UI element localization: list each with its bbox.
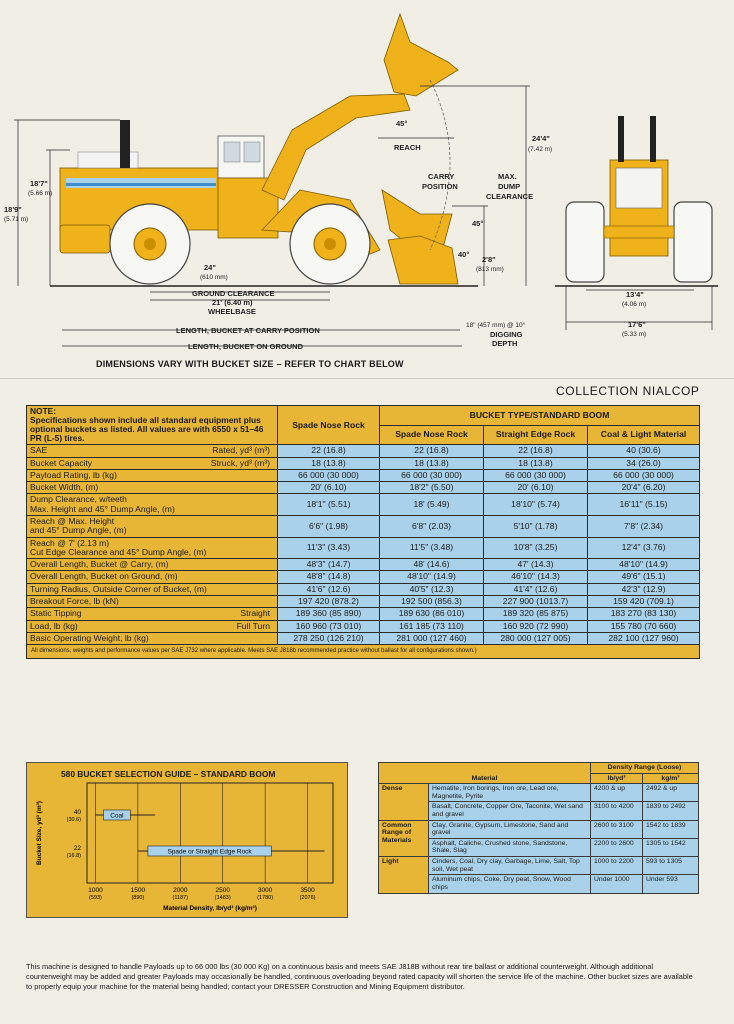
ground-clearance-label: GROUND CLEARANCE xyxy=(192,289,275,298)
spec-col-2: Straight Edge Rock xyxy=(484,425,588,445)
spec-cell: 18'2" (5.50) xyxy=(380,482,484,494)
spec-row xyxy=(27,595,700,607)
spec-cell: 48' (14.6) xyxy=(380,559,484,571)
density-kg: Under 593 xyxy=(643,875,699,893)
spec-row-label xyxy=(27,608,278,620)
spec-row-label xyxy=(27,537,278,559)
lift-height-m: (7.42 m) xyxy=(528,146,553,153)
spec-row-label-text: Static Tipping xyxy=(30,608,82,619)
spec-row xyxy=(27,632,700,644)
spec-row-sublabel xyxy=(270,517,274,536)
carry-position-label-2: POSITION xyxy=(422,182,458,191)
density-unit-kg: kg/m³ xyxy=(643,773,699,784)
spec-cell: 160 920 (72 990) xyxy=(484,620,588,632)
bucket-height-mm: (813 mm) xyxy=(476,266,504,273)
tread-width-m: (4.06 m) xyxy=(622,301,647,308)
spec-cell: 46'10" (14.3) xyxy=(484,571,588,583)
spec-row xyxy=(27,457,700,469)
height-cab-m: (5.66 m) xyxy=(28,190,53,197)
density-unit-lb: lb/yd³ xyxy=(591,773,643,784)
spec-row-label-text: Dump Clearance, w/teeth Max. Height and 45° Dump Angle, (m) xyxy=(30,494,175,514)
spec-cell: 49'6" (15.1) xyxy=(588,571,700,583)
loader-dimension-drawing xyxy=(0,0,734,380)
guide-title: 580 BUCKET SELECTION GUIDE – STANDARD BOOM xyxy=(61,769,276,779)
angle-mid-label: 45° xyxy=(472,219,484,228)
spec-cell: 18'10" (5.74) xyxy=(484,494,588,516)
spec-row-label-text: Overall Length, Bucket @ Carry, (m) xyxy=(30,559,169,570)
overall-width-ft: 17'6" xyxy=(628,320,646,329)
density-material: Clay, Granite, Gypsum, Limestone, Sand and gravel xyxy=(429,820,591,838)
spec-cell: 18 (13.8) xyxy=(278,457,380,469)
guide-y-tick: 40 xyxy=(73,809,81,816)
spec-cell: 10'8" (3.25) xyxy=(484,537,588,559)
spec-row xyxy=(27,583,700,595)
density-table-body xyxy=(379,784,699,893)
overall-width-m: (5.33 m) xyxy=(622,331,647,338)
spec-cell: 48'10" (14.9) xyxy=(588,559,700,571)
guide-chart xyxy=(27,763,347,917)
density-kg: 1839 to 2492 xyxy=(643,802,699,820)
spec-row xyxy=(27,469,700,481)
spec-row xyxy=(27,571,700,583)
density-row xyxy=(379,857,699,875)
density-material: Hematite, Iron borings, Iron ore, Lead ore, Magnetite, Pyrite xyxy=(429,784,591,802)
spec-row-sublabel xyxy=(270,560,274,569)
spec-row-label-text: Reach @ Max. Height and 45° Dump Angle, (m) xyxy=(30,516,127,536)
density-lb: Under 1000 xyxy=(591,875,643,893)
guide-y-tick-metric: (16.8) xyxy=(66,853,81,859)
spec-cell: 22 (16.8) xyxy=(380,445,484,457)
clearance-in: 24" xyxy=(204,263,216,272)
wheelbase-value: 21' (6.40 m) xyxy=(212,298,253,307)
length-ground-label: LENGTH, BUCKET ON GROUND xyxy=(188,342,303,351)
spec-row-sublabel: Straight xyxy=(240,608,270,619)
density-material: Asphalt, Caliche, Crushed stone, Sandstone, Shale, Slag xyxy=(429,838,591,856)
spec-row xyxy=(27,620,700,632)
spec-cell: 16'11" (5.15) xyxy=(588,494,700,516)
height-cab-ft: 18'7" xyxy=(30,179,48,188)
spec-col-1: Spade Nose Rock xyxy=(380,425,484,445)
density-lb: 3100 to 4200 xyxy=(591,802,643,820)
spec-cell: 192 500 (856.3) xyxy=(380,595,484,607)
density-material: Basalt, Concrete, Copper Ore, Taconite, Wet sand and gravel xyxy=(429,802,591,820)
density-kg: 2492 & up xyxy=(643,784,699,802)
guide-bar-label: Coal xyxy=(110,812,124,820)
spec-row-label-text: Reach @ 7' (2.13 m) Cut Edge Clearance and 45° Dump Angle, (m) xyxy=(30,537,207,557)
spec-row-sublabel: Full Turn xyxy=(236,620,270,631)
spec-cell: 280 000 (127 005) xyxy=(484,632,588,644)
density-material: Cinders, Coal, Dry clay, Garbage, Lime, Salt, Top soil, Wet peat xyxy=(429,857,591,875)
density-material: Aluminum chips, Coke, Dry peat, Snow, Wood chips xyxy=(429,875,591,893)
spec-row-label xyxy=(27,469,278,481)
spec-cell: 22 (16.8) xyxy=(278,445,380,457)
spec-table-body xyxy=(27,445,700,645)
spec-row-label-text: Bucket Width, (m) xyxy=(30,482,99,493)
spec-row-label-text: Breakout Force, lb (kN) xyxy=(30,595,119,606)
spec-row-sublabel xyxy=(270,471,274,480)
spec-cell: 183 270 (83 130) xyxy=(588,608,700,620)
spec-cell: 20'4" (6.20) xyxy=(588,482,700,494)
spec-row-sublabel xyxy=(270,597,274,606)
spec-cell: 155 780 (70 660) xyxy=(588,620,700,632)
spec-cell: 11'3" (3.43) xyxy=(278,537,380,559)
carry-position-label-1: CARRY xyxy=(428,172,455,181)
max-dump-label-2: DUMP xyxy=(498,182,521,191)
guide-x-tick-metric: (593) xyxy=(89,895,102,901)
height-overall-m: (5.71 m) xyxy=(4,216,29,223)
density-lb: 1000 to 2200 xyxy=(591,857,643,875)
spec-row-label-text: Payload Rating, lb (kg) xyxy=(30,469,117,480)
density-category: Common Range of Materials xyxy=(379,820,429,856)
spec-cell: 66 000 (30 000) xyxy=(588,469,700,481)
spec-cell: 161 185 (73 110) xyxy=(380,620,484,632)
spec-cell: 6'8" (2.03) xyxy=(380,516,484,538)
disclaimer-text: This machine is designed to handle Payloads up to 66 000 lbs (30 000 Kg) on a continuous basis and meets SAE J818B without rear tire ballast or additional counterweight. Although additional counterweight may be added and greater Payloads may occasionally be handled, continuous overloading beyond rated capacity will shorten the service life of the machine. Other bucket sizes are available to properly equip your machine for the material being handled; contact your DRESSER Construction and Mining Equipment distributor. xyxy=(26,962,693,991)
spec-cell: 282 100 (127 960) xyxy=(588,632,700,644)
angle-top-label: 45° xyxy=(396,119,408,128)
guide-x-tick: 1000 xyxy=(88,887,103,894)
bucket-selection-guide xyxy=(26,762,348,918)
spec-cell: 197 420 (878.2) xyxy=(278,595,380,607)
reach-label: REACH xyxy=(394,143,421,152)
spec-row xyxy=(27,494,700,516)
angle-low-label: 40° xyxy=(458,250,470,259)
spec-cell: 47' (14.3) xyxy=(484,559,588,571)
spec-cell: 18' (5.49) xyxy=(380,494,484,516)
length-carry-label: LENGTH, BUCKET AT CARRY POSITION xyxy=(176,326,320,335)
spec-cell: 189 320 (85 875) xyxy=(484,608,588,620)
spec-cell: 159 420 (709.1) xyxy=(588,595,700,607)
digging-depth-value: 18" (457 mm) @ 10° xyxy=(466,322,526,329)
max-dump-label-1: MAX. xyxy=(498,172,517,181)
spec-cell: 42'3" (12.9) xyxy=(588,583,700,595)
spec-row xyxy=(27,559,700,571)
spec-row-label xyxy=(27,482,278,494)
spec-row-sublabel: Struck, yd³ (m³) xyxy=(210,457,270,468)
spec-row-label xyxy=(27,595,278,607)
spec-note xyxy=(27,406,278,445)
collection-label: COLLECTION NIALCOP xyxy=(556,384,700,398)
spec-row-label xyxy=(27,571,278,583)
density-kg: 1305 to 1542 xyxy=(643,838,699,856)
spec-row-sublabel xyxy=(270,483,274,492)
spec-cell: 5'10" (1.78) xyxy=(484,516,588,538)
spec-cell: 48'10" (14.9) xyxy=(380,571,484,583)
guide-x-tick-metric: (2076) xyxy=(299,895,316,901)
guide-x-tick: 2000 xyxy=(173,887,188,894)
guide-y-axis-label: Bucket Size, yd³ (m³) xyxy=(36,801,43,865)
material-density-table xyxy=(378,762,699,894)
spec-row-label xyxy=(27,457,278,469)
density-lb: 4200 & up xyxy=(591,784,643,802)
spec-cell: 160 960 (73 010) xyxy=(278,620,380,632)
spec-row xyxy=(27,516,700,538)
spec-cell: 12'4" (3.76) xyxy=(588,537,700,559)
spec-cell: 189 360 (85 890) xyxy=(278,608,380,620)
spec-row-label xyxy=(27,516,278,538)
density-lb: 2200 to 2600 xyxy=(591,838,643,856)
guide-y-tick-metric: (30.6) xyxy=(66,817,81,823)
digging-depth-label-2: DEPTH xyxy=(492,339,518,348)
guide-y-tick: 22 xyxy=(73,845,81,852)
wheelbase-label: WHEELBASE xyxy=(208,307,256,316)
spec-cell: 11'5" (3.48) xyxy=(380,537,484,559)
spec-row-label xyxy=(27,632,278,644)
spec-cell: 40'5" (12.3) xyxy=(380,583,484,595)
spec-cell: 7'8" (2.34) xyxy=(588,516,700,538)
density-range-header: Density Range (Loose) xyxy=(591,763,699,774)
spec-row xyxy=(27,482,700,494)
spec-cell: 48'8" (14.8) xyxy=(278,571,380,583)
height-overall-ft: 18'9" xyxy=(4,205,22,214)
spec-cell: 34 (26.0) xyxy=(588,457,700,469)
spec-cell: 48'3" (14.7) xyxy=(278,559,380,571)
guide-x-tick: 3000 xyxy=(257,887,273,894)
spec-cell: 40 (30.6) xyxy=(588,445,700,457)
spec-cell: 66 000 (30 000) xyxy=(278,469,380,481)
spec-cell: 41'4" (12.6) xyxy=(484,583,588,595)
spec-row-sublabel xyxy=(270,495,274,514)
spec-cell: 189 630 (86 010) xyxy=(380,608,484,620)
loader-front-view xyxy=(566,116,712,282)
density-material-header: Material xyxy=(379,763,591,784)
spec-note-title: NOTE: xyxy=(30,406,57,416)
density-row xyxy=(379,820,699,838)
density-kg: 593 to 1305 xyxy=(643,857,699,875)
spec-row-label-text: Bucket Capacity xyxy=(30,457,93,468)
spec-footnote: All dimensions, weights and performance values per SAE J732 where applicable. Meets SAE J818b recommended practice without ballast for all configurations shown.) xyxy=(27,645,700,658)
spec-col-0: Spade Nose Rock xyxy=(278,406,380,445)
spec-row-label-text: Load, lb (kg) xyxy=(30,620,78,631)
spec-row-label-text: SAE xyxy=(30,445,48,456)
spec-row xyxy=(27,445,700,457)
spec-cell: 278 250 (126 210) xyxy=(278,632,380,644)
spec-table xyxy=(26,405,700,659)
spec-row-sublabel xyxy=(270,572,274,581)
clearance-mm: (610 mm) xyxy=(200,274,228,281)
spec-row-label-text: Overall Length, Bucket on Ground, (m) xyxy=(30,571,178,582)
section-divider xyxy=(0,378,734,379)
bucket-height-ft: 2'8" xyxy=(482,255,496,264)
guide-x-axis-label: Material Density, lb/yd³ (kg/m³) xyxy=(163,905,257,912)
spec-row-label xyxy=(27,559,278,571)
spec-note-text: Specifications shown include all standard equipment plus optional buckets as listed. All values are with 6550 x 51–46 PR (L-5) tires. xyxy=(30,415,264,444)
guide-bar-label: Spade or Straight Edge Rock xyxy=(167,848,252,856)
drawing-caption: DIMENSIONS VARY WITH BUCKET SIZE – REFER TO CHART BELOW xyxy=(96,359,404,369)
guide-x-tick: 2500 xyxy=(215,887,230,894)
spec-cell: 22 (16.8) xyxy=(484,445,588,457)
spec-cell: 18'1" (5.51) xyxy=(278,494,380,516)
spec-cell: 41'6" (12.6) xyxy=(278,583,380,595)
spec-cell: 20' (6.10) xyxy=(484,482,588,494)
density-row xyxy=(379,784,699,802)
spec-cell: 66 000 (30 000) xyxy=(380,469,484,481)
spec-cell: 18 (13.8) xyxy=(380,457,484,469)
spec-cell: 281 000 (127 460) xyxy=(380,632,484,644)
guide-x-tick-metric: (1780) xyxy=(257,895,274,901)
guide-x-tick-metric: (1187) xyxy=(172,895,189,901)
spec-row-label-text: Basic Operating Weight, lb (kg) xyxy=(30,632,149,643)
spec-cell: 6'6" (1.98) xyxy=(278,516,380,538)
spec-row-label xyxy=(27,445,278,457)
spec-col-3: Coal & Light Material xyxy=(588,425,700,445)
spec-row-sublabel: Rated, yd³ (m³) xyxy=(212,445,270,456)
tread-width-ft: 13'4" xyxy=(626,290,644,299)
density-kg: 1542 to 1839 xyxy=(643,820,699,838)
spec-row xyxy=(27,608,700,620)
spec-row-sublabel xyxy=(270,585,274,594)
spec-cell: 66 000 (30 000) xyxy=(484,469,588,481)
digging-depth-label-1: DIGGING xyxy=(490,330,523,339)
spec-row-label xyxy=(27,583,278,595)
guide-x-tick: 1500 xyxy=(130,887,146,894)
spec-row-label xyxy=(27,620,278,632)
density-lb: 2600 to 3100 xyxy=(591,820,643,838)
spec-cell: 20' (6.10) xyxy=(278,482,380,494)
density-category: Light xyxy=(379,857,429,893)
spec-row-sublabel xyxy=(270,634,274,643)
lift-height-ft: 24'4" xyxy=(532,134,550,143)
guide-plot-area xyxy=(87,783,333,883)
spec-row-label xyxy=(27,494,278,516)
guide-x-tick: 3500 xyxy=(300,887,315,894)
spec-row-sublabel xyxy=(270,539,274,558)
spec-cell: 227 900 (1013.7) xyxy=(484,595,588,607)
spec-row-label-text: Turning Radius, Outside Corner of Bucket, (m) xyxy=(30,583,207,594)
spec-cell: 18 (13.8) xyxy=(484,457,588,469)
spec-group-header: BUCKET TYPE/STANDARD BOOM xyxy=(380,406,700,426)
spec-row xyxy=(27,537,700,559)
density-category: Dense xyxy=(379,784,429,820)
max-dump-label-3: CLEARANCE xyxy=(486,192,534,201)
guide-x-tick-metric: (1483) xyxy=(214,895,231,901)
guide-x-tick-metric: (890) xyxy=(131,895,145,901)
